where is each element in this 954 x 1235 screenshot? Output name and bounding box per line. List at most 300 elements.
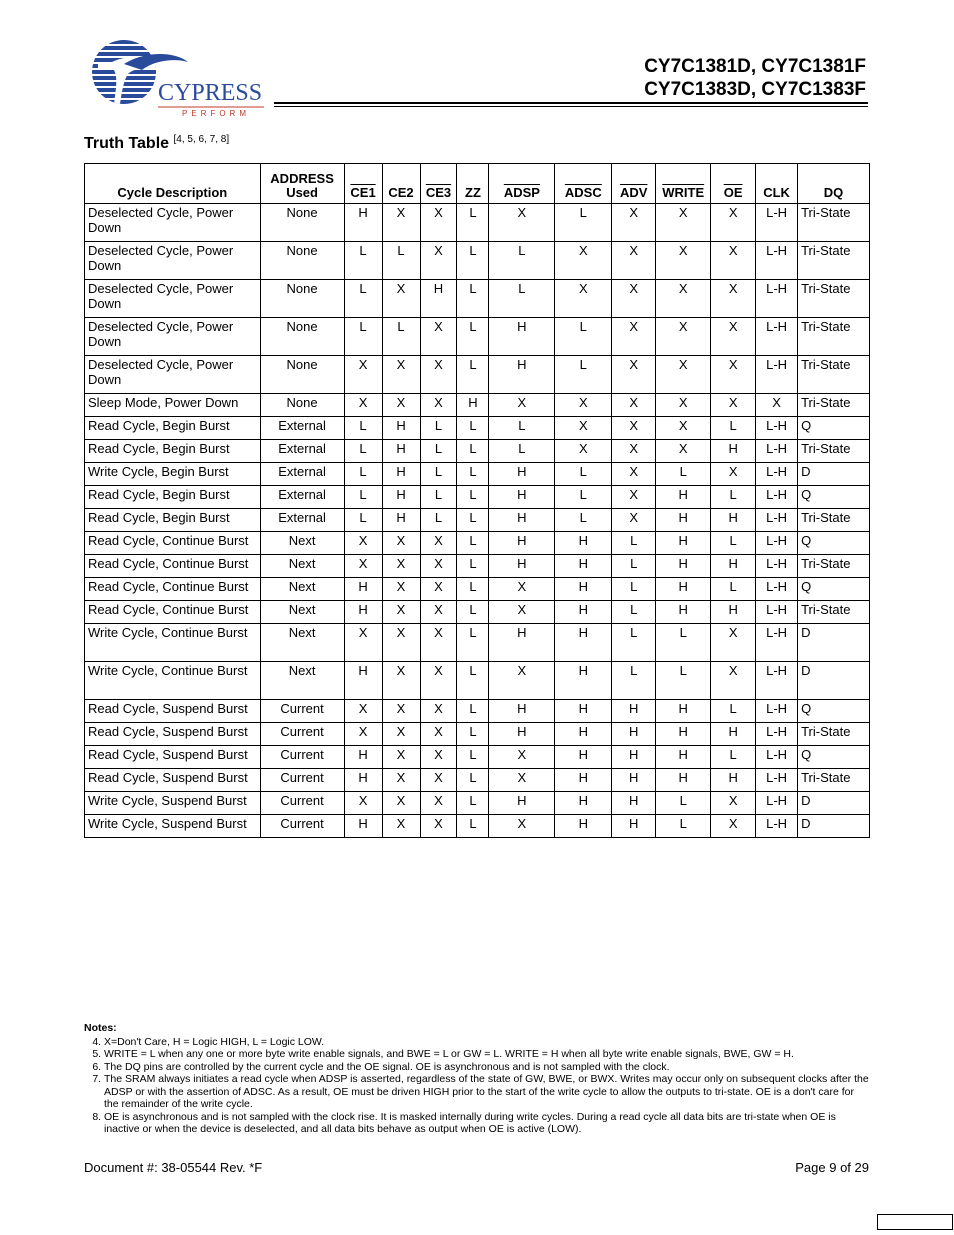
table-cell: H xyxy=(555,662,612,700)
table-cell: L xyxy=(457,440,489,463)
table-cell: Tri-State xyxy=(798,318,870,356)
table-cell: Current xyxy=(260,700,344,723)
table-cell: Tri-State xyxy=(798,723,870,746)
table-cell: X xyxy=(344,532,382,555)
table-cell: L xyxy=(457,624,489,662)
table-cell: Read Cycle, Continue Burst xyxy=(85,578,261,601)
table-cell: Write Cycle, Suspend Burst xyxy=(85,815,261,838)
table-cell: H xyxy=(612,723,656,746)
table-cell: L-H xyxy=(756,700,798,723)
table-cell: X xyxy=(656,394,711,417)
table-cell: H xyxy=(489,486,555,509)
table-row xyxy=(85,394,870,417)
table-cell: L-H xyxy=(756,578,798,601)
table-cell: L xyxy=(555,204,612,242)
table-cell: H xyxy=(555,555,612,578)
table-cell: H xyxy=(344,769,382,792)
table-row xyxy=(85,440,870,463)
table-cell: H xyxy=(489,463,555,486)
table-cell: X xyxy=(420,769,457,792)
table-cell: Tri-State xyxy=(798,440,870,463)
table-cell: Read Cycle, Continue Burst xyxy=(85,532,261,555)
table-cell: X xyxy=(612,394,656,417)
table-cell: L xyxy=(489,417,555,440)
table-cell: H xyxy=(555,723,612,746)
table-cell: X xyxy=(656,356,711,394)
table-cell: D xyxy=(798,624,870,662)
table-cell: L xyxy=(382,318,420,356)
table-cell: Write Cycle, Begin Burst xyxy=(85,463,261,486)
table-cell: X xyxy=(420,792,457,815)
table-cell: L xyxy=(711,578,756,601)
document-title xyxy=(644,55,866,101)
table-cell: Q xyxy=(798,746,870,769)
table-row xyxy=(85,356,870,394)
table-cell: L xyxy=(420,417,457,440)
ce3-label: CE3 xyxy=(425,185,452,200)
table-cell: H xyxy=(656,601,711,624)
table-cell: X xyxy=(420,394,457,417)
table-cell: Deselected Cycle, Power Down xyxy=(85,356,261,394)
table-cell: X xyxy=(420,662,457,700)
table-cell: L xyxy=(344,417,382,440)
table-cell: External xyxy=(260,417,344,440)
table-cell: H xyxy=(382,509,420,532)
table-cell: External xyxy=(260,486,344,509)
table-cell: X xyxy=(656,204,711,242)
table-header-row xyxy=(85,164,870,204)
table-cell: H xyxy=(489,532,555,555)
table-cell: H xyxy=(344,578,382,601)
table-cell: D xyxy=(798,792,870,815)
table-cell: X xyxy=(420,578,457,601)
table-cell: X xyxy=(612,417,656,440)
table-cell: X xyxy=(711,242,756,280)
table-cell: L xyxy=(420,463,457,486)
table-cell: Next xyxy=(260,532,344,555)
table-cell: L xyxy=(457,463,489,486)
table-cell: X xyxy=(420,624,457,662)
table-cell: H xyxy=(382,440,420,463)
table-cell: L-H xyxy=(756,417,798,440)
table-cell: L xyxy=(555,318,612,356)
table-cell: L xyxy=(344,280,382,318)
table-cell: X xyxy=(489,204,555,242)
table-cell: L xyxy=(457,723,489,746)
table-cell: X xyxy=(612,463,656,486)
ce2-label: CE2 xyxy=(388,185,414,200)
table-cell: X xyxy=(656,242,711,280)
table-cell: X xyxy=(420,204,457,242)
col-oe xyxy=(711,164,756,204)
table-cell: X xyxy=(489,662,555,700)
table-cell: X xyxy=(612,242,656,280)
table-cell: External xyxy=(260,463,344,486)
table-cell: H xyxy=(656,509,711,532)
table-cell: Next xyxy=(260,662,344,700)
table-cell: Deselected Cycle, Power Down xyxy=(85,204,261,242)
table-cell: Tri-State xyxy=(798,356,870,394)
table-cell: L xyxy=(555,356,612,394)
table-cell: H xyxy=(711,769,756,792)
table-cell: Deselected Cycle, Power Down xyxy=(85,318,261,356)
col-adv xyxy=(612,164,656,204)
table-cell: Tri-State xyxy=(798,242,870,280)
table-cell: X xyxy=(382,624,420,662)
table-cell: X xyxy=(344,555,382,578)
header-rule xyxy=(274,102,868,104)
table-cell: X xyxy=(420,532,457,555)
footer-feedback-box xyxy=(877,1214,953,1230)
table-cell: X xyxy=(489,578,555,601)
table-cell: H xyxy=(711,555,756,578)
adsp-label: ADSP xyxy=(503,185,540,200)
table-cell: L xyxy=(555,509,612,532)
table-cell: H xyxy=(489,555,555,578)
note-item: 8. OE is asynchronous and is not sampled with the clock rise. It is masked internally during write cycles. During a read cycle all data bits are tri-state when OE is inactive or when the device is deselected, and all data bits behave as output when OE is active (LOW). xyxy=(104,1111,870,1136)
table-cell: X xyxy=(420,700,457,723)
table-cell: L-H xyxy=(756,204,798,242)
table-cell: D xyxy=(798,662,870,700)
table-cell: X xyxy=(420,723,457,746)
table-cell: Read Cycle, Suspend Burst xyxy=(85,746,261,769)
table-cell: L xyxy=(612,601,656,624)
table-cell: Read Cycle, Suspend Burst xyxy=(85,700,261,723)
table-cell: None xyxy=(260,394,344,417)
table-row xyxy=(85,746,870,769)
table-cell: L xyxy=(457,318,489,356)
table-cell: Write Cycle, Continue Burst xyxy=(85,662,261,700)
table-cell: X xyxy=(612,440,656,463)
table-cell: L-H xyxy=(756,532,798,555)
table-cell: H xyxy=(555,792,612,815)
table-cell: L-H xyxy=(756,662,798,700)
truth-table-body xyxy=(85,204,870,838)
table-cell: X xyxy=(420,356,457,394)
table-cell: X xyxy=(382,769,420,792)
table-cell: Tri-State xyxy=(798,555,870,578)
table-cell: H xyxy=(711,440,756,463)
table-cell: X xyxy=(711,624,756,662)
table-row xyxy=(85,601,870,624)
table-cell: X xyxy=(756,394,798,417)
table-cell: Next xyxy=(260,624,344,662)
table-cell: Next xyxy=(260,555,344,578)
col-zz: ZZ xyxy=(457,164,489,204)
table-cell: X xyxy=(711,394,756,417)
table-cell: External xyxy=(260,509,344,532)
note-item: 4. X=Don't Care, H = Logic HIGH, L = Logic LOW. xyxy=(104,1036,870,1049)
table-cell: X xyxy=(420,746,457,769)
table-cell: X xyxy=(711,204,756,242)
table-cell: X xyxy=(382,746,420,769)
table-cell: Read Cycle, Suspend Burst xyxy=(85,769,261,792)
table-cell: X xyxy=(382,815,420,838)
note-item: 6. The DQ pins are controlled by the current cycle and the OE signal. OE is asynchronous and is not sampled with the clock. xyxy=(104,1061,870,1074)
table-cell: L xyxy=(612,578,656,601)
table-cell: X xyxy=(489,815,555,838)
table-row xyxy=(85,723,870,746)
table-cell: X xyxy=(711,662,756,700)
logo-brand-text: CYPRESS xyxy=(158,80,263,106)
table-cell: X xyxy=(420,815,457,838)
col-address-used: ADDRESS Used xyxy=(260,164,344,204)
col-cycle-description: Cycle Description xyxy=(85,164,261,204)
table-cell: X xyxy=(612,204,656,242)
notes-section xyxy=(84,1022,870,1136)
table-row xyxy=(85,792,870,815)
table-cell: X xyxy=(612,486,656,509)
table-cell: L xyxy=(457,746,489,769)
table-cell: Q xyxy=(798,486,870,509)
table-cell: L xyxy=(420,509,457,532)
note-item: 5. WRITE = L when any one or more byte write enable signals, and BWE = L or GW = L. WRITE = H when all byte write enable signals, BWE, GW = H. xyxy=(104,1048,870,1061)
table-cell: X xyxy=(382,723,420,746)
col-ce1 xyxy=(344,164,382,204)
table-cell: L xyxy=(656,463,711,486)
table-cell: H xyxy=(656,486,711,509)
table-cell: Sleep Mode, Power Down xyxy=(85,394,261,417)
table-cell: X xyxy=(555,394,612,417)
table-title-text: Truth Table xyxy=(84,135,170,152)
table-row xyxy=(85,815,870,838)
table-cell: X xyxy=(656,417,711,440)
table-cell: H xyxy=(656,555,711,578)
table-cell: H xyxy=(555,578,612,601)
table-cell: H xyxy=(420,280,457,318)
table-cell: Read Cycle, Begin Burst xyxy=(85,417,261,440)
table-cell: X xyxy=(489,601,555,624)
table-cell: D xyxy=(798,463,870,486)
col-ce3 xyxy=(420,164,457,204)
table-cell: X xyxy=(382,204,420,242)
oe-label: $\overline{OE}$ xyxy=(723,185,743,200)
table-cell: L xyxy=(612,662,656,700)
table-cell: Q xyxy=(798,532,870,555)
table-cell: X xyxy=(344,394,382,417)
table-cell: D xyxy=(798,815,870,838)
adv-label: $\overline{ADV}$ xyxy=(620,185,648,200)
table-cell: L xyxy=(420,486,457,509)
table-cell: L xyxy=(382,242,420,280)
table-cell: X xyxy=(344,624,382,662)
table-cell: Current xyxy=(260,815,344,838)
table-cell: H xyxy=(612,746,656,769)
table-cell: None xyxy=(260,204,344,242)
table-row xyxy=(85,280,870,318)
table-cell: Write Cycle, Suspend Burst xyxy=(85,792,261,815)
table-cell: L xyxy=(457,509,489,532)
table-cell: L xyxy=(457,280,489,318)
table-cell: L xyxy=(555,486,612,509)
table-cell: X xyxy=(420,601,457,624)
table-cell: X xyxy=(489,746,555,769)
ce1-label: CE1 xyxy=(350,185,376,200)
table-cell: L xyxy=(711,486,756,509)
header-rule-thin xyxy=(274,106,868,107)
table-cell: Read Cycle, Continue Burst xyxy=(85,601,261,624)
table-cell: Read Cycle, Begin Burst xyxy=(85,509,261,532)
title-line-2: CY7C1383D, CY7C1383F xyxy=(644,79,866,100)
col-write xyxy=(656,164,711,204)
col-ce2 xyxy=(382,164,420,204)
document-number: Document #: 38-05544 Rev. *F xyxy=(84,1160,263,1175)
table-cell: Read Cycle, Begin Burst xyxy=(85,440,261,463)
table-cell: L-H xyxy=(756,624,798,662)
table-cell: L xyxy=(457,417,489,440)
table-row xyxy=(85,463,870,486)
table-cell: L xyxy=(344,486,382,509)
table-cell: X xyxy=(612,356,656,394)
table-cell: H xyxy=(656,769,711,792)
table-cell: L xyxy=(656,662,711,700)
table-cell: H xyxy=(656,700,711,723)
table-cell: L-H xyxy=(756,555,798,578)
table-cell: H xyxy=(344,815,382,838)
table-cell: L xyxy=(711,417,756,440)
table-cell: L xyxy=(656,815,711,838)
table-cell: X xyxy=(420,555,457,578)
table-cell: Deselected Cycle, Power Down xyxy=(85,242,261,280)
table-cell: Write Cycle, Continue Burst xyxy=(85,624,261,662)
table-cell: H xyxy=(489,723,555,746)
truth-table xyxy=(84,163,870,838)
table-title xyxy=(84,135,229,153)
table-row xyxy=(85,700,870,723)
table-cell: L xyxy=(489,440,555,463)
table-cell: X xyxy=(656,318,711,356)
table-cell: L xyxy=(344,318,382,356)
table-cell: X xyxy=(711,280,756,318)
table-cell: X xyxy=(711,318,756,356)
table-cell: L xyxy=(612,555,656,578)
table-cell: H xyxy=(382,486,420,509)
table-cell: Next xyxy=(260,601,344,624)
table-cell: X xyxy=(382,700,420,723)
table-cell: H xyxy=(711,723,756,746)
table-cell: X xyxy=(344,792,382,815)
table-cell: X xyxy=(344,700,382,723)
table-cell: External xyxy=(260,440,344,463)
table-cell: L-H xyxy=(756,242,798,280)
table-cell: Current xyxy=(260,792,344,815)
table-cell: H xyxy=(656,746,711,769)
table-cell: X xyxy=(382,578,420,601)
cypress-logo xyxy=(84,40,274,120)
table-cell: Next xyxy=(260,578,344,601)
table-cell: Read Cycle, Begin Burst xyxy=(85,486,261,509)
table-cell: Tri-State xyxy=(798,769,870,792)
table-cell: L xyxy=(489,280,555,318)
table-cell: L-H xyxy=(756,792,798,815)
table-cell: H xyxy=(612,769,656,792)
table-cell: L xyxy=(711,746,756,769)
table-cell: L xyxy=(457,204,489,242)
table-row xyxy=(85,769,870,792)
table-cell: X xyxy=(612,509,656,532)
table-cell: Q xyxy=(798,700,870,723)
table-cell: X xyxy=(382,280,420,318)
table-cell: H xyxy=(711,509,756,532)
table-cell: L xyxy=(711,532,756,555)
table-cell: X xyxy=(489,769,555,792)
table-cell: X xyxy=(555,242,612,280)
table-title-refs: [4, 5, 6, 7, 8] xyxy=(173,134,230,145)
table-cell: L xyxy=(344,463,382,486)
table-cell: X xyxy=(382,662,420,700)
table-cell: Tri-State xyxy=(798,601,870,624)
notes-list xyxy=(84,1036,870,1136)
table-cell: X xyxy=(382,601,420,624)
table-cell: L-H xyxy=(756,280,798,318)
table-cell: H xyxy=(489,318,555,356)
table-cell: H xyxy=(711,601,756,624)
table-row xyxy=(85,509,870,532)
table-cell: L-H xyxy=(756,815,798,838)
table-cell: L-H xyxy=(756,601,798,624)
page-number: Page 9 of 29 xyxy=(795,1160,869,1175)
table-cell: H xyxy=(489,792,555,815)
table-cell: L-H xyxy=(756,463,798,486)
table-cell: Tri-State xyxy=(798,204,870,242)
table-cell: Deselected Cycle, Power Down xyxy=(85,280,261,318)
table-cell: L-H xyxy=(756,318,798,356)
table-row xyxy=(85,204,870,242)
table-cell: H xyxy=(656,723,711,746)
table-cell: X xyxy=(382,356,420,394)
col-clk: CLK xyxy=(756,164,798,204)
col-dq: DQ xyxy=(798,164,870,204)
table-cell: L-H xyxy=(756,723,798,746)
table-cell: X xyxy=(656,440,711,463)
logo-tagline: PERFORM xyxy=(182,109,250,118)
table-cell: Q xyxy=(798,417,870,440)
table-row xyxy=(85,486,870,509)
table-cell: X xyxy=(420,318,457,356)
table-row xyxy=(85,532,870,555)
table-cell: X xyxy=(344,356,382,394)
title-line-1: CY7C1381D, CY7C1381F xyxy=(644,56,866,77)
table-cell: H xyxy=(344,746,382,769)
table-row xyxy=(85,578,870,601)
table-cell: L xyxy=(344,440,382,463)
table-cell: Current xyxy=(260,723,344,746)
table-cell: L xyxy=(457,769,489,792)
table-cell: L-H xyxy=(756,769,798,792)
table-cell: H xyxy=(555,601,612,624)
table-cell: X xyxy=(382,555,420,578)
table-cell: Current xyxy=(260,769,344,792)
table-cell: H xyxy=(612,815,656,838)
table-cell: H xyxy=(489,700,555,723)
table-cell: X xyxy=(382,394,420,417)
table-cell: H xyxy=(656,532,711,555)
table-cell: L xyxy=(555,463,612,486)
table-cell: H xyxy=(344,601,382,624)
table-cell: X xyxy=(656,280,711,318)
table-cell: None xyxy=(260,242,344,280)
table-cell: H xyxy=(612,792,656,815)
col-adsc xyxy=(555,164,612,204)
table-cell: H xyxy=(555,700,612,723)
table-cell: L xyxy=(612,532,656,555)
table-cell: L xyxy=(457,578,489,601)
table-cell: L xyxy=(420,440,457,463)
table-cell: L xyxy=(344,242,382,280)
table-cell: H xyxy=(344,204,382,242)
table-cell: H xyxy=(489,509,555,532)
table-cell: H xyxy=(344,662,382,700)
